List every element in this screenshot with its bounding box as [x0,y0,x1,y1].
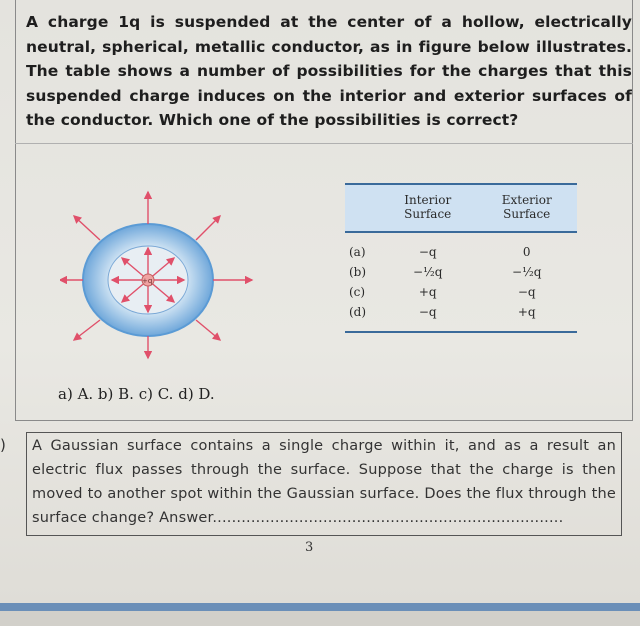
conductor-figure [60,190,260,360]
row-label: (d) [345,302,379,332]
row-label: (c) [349,285,366,299]
page-number: 3 [305,540,314,555]
row-interior: −q [379,302,476,332]
question-2-number: ) [0,436,6,454]
left-border [15,0,16,420]
question-1-text: A charge 1q is suspended at the center of a hollow, electrically neutral, spherical, metallic conductor, as in figure below illustrates. The table shows a number of possibilities for the charges that this suspended charge induces on the interior and exterior surfaces of the conductor. Which one of the possibilities is correct? [26,13,632,129]
bottom-bar [0,603,640,611]
answer-choices: a) A. b) B. c) C. d) D. [58,385,215,403]
row-interior: −q [418,245,437,259]
center-charge-label: +q [142,277,153,285]
row-exterior: −½q [512,265,542,279]
row-label: (b) [349,265,367,279]
right-border [632,0,633,420]
possibilities-table [345,183,577,333]
row-interior: +q [418,285,437,299]
table-row [345,262,577,282]
table-header-label [345,184,379,232]
q1-divider [15,143,633,144]
question-2-text: A Gaussian surface contains a single charge within it, and as a result an electric flux passes through the surface. Suppose that the charge is then moved to another spot within the Gaussian surface. Does the flux through the surface change? Answer......................................................................... [32,438,616,526]
table-row [345,232,577,262]
row-interior: −½q [413,265,443,279]
table-header-exterior: Exterior Surface [476,184,577,232]
table-row [345,302,577,332]
row-exterior: 0 [522,245,531,259]
table-header-row [345,184,577,232]
row-label: (a) [349,245,366,259]
row-exterior: −q [517,285,536,299]
table-row [345,282,577,302]
q1-bottom-border [15,420,633,421]
table-header-interior: Interior Surface [379,184,476,232]
bottom-edge [0,611,640,626]
row-exterior: +q [476,302,577,332]
